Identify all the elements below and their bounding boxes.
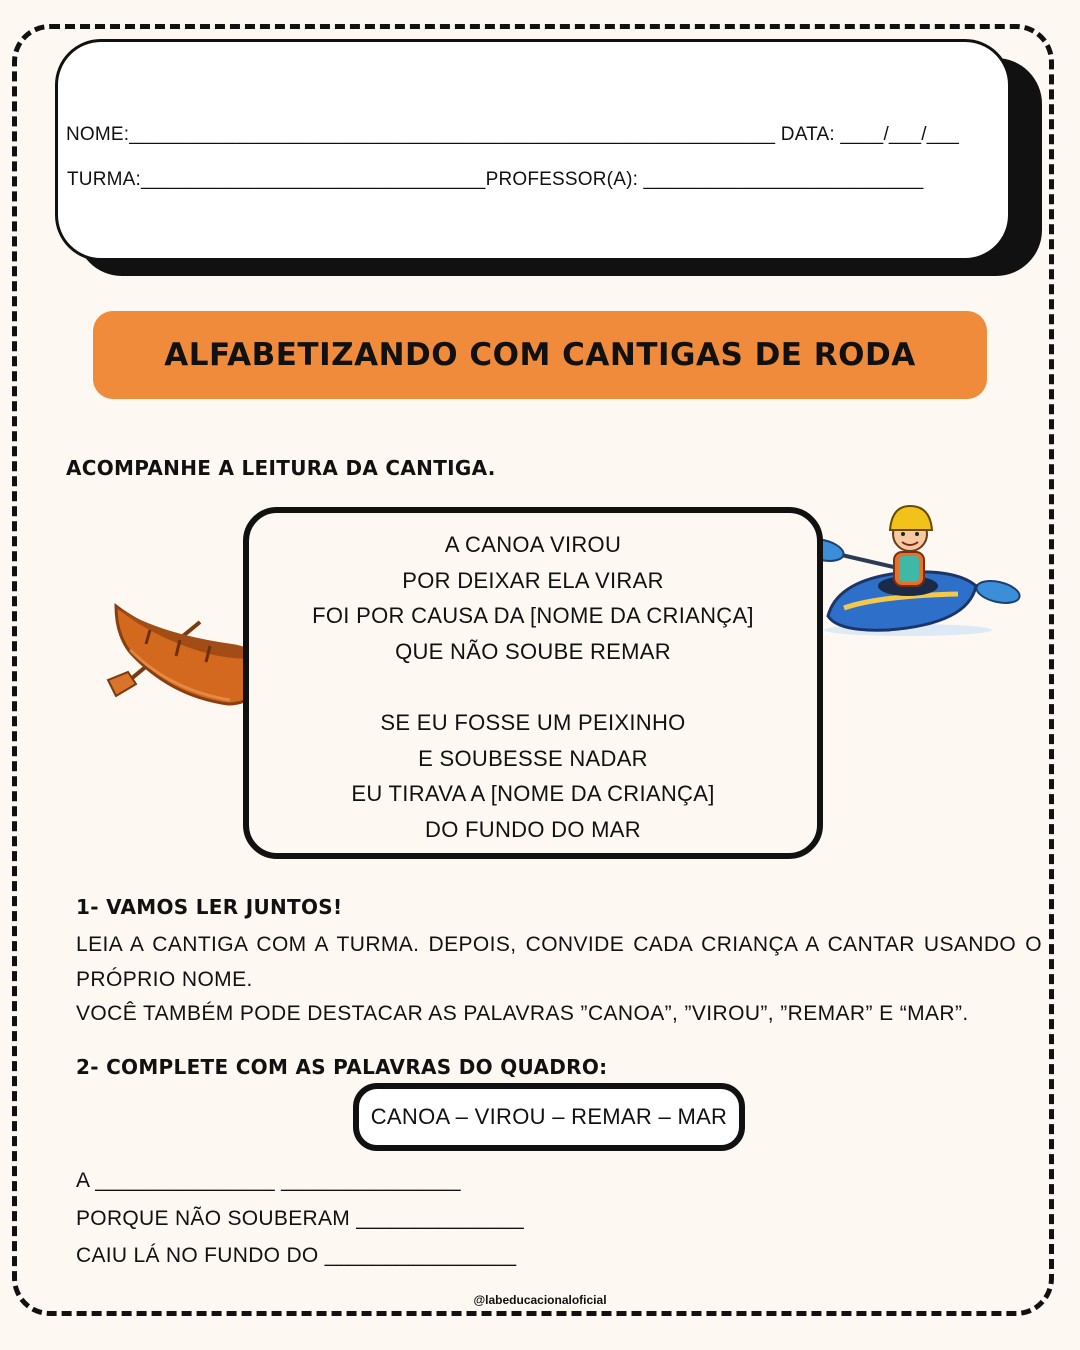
- kayak-child-illustration: [798, 498, 1022, 643]
- fill-in-line-1[interactable]: A _______________ _______________: [76, 1169, 461, 1192]
- title-banner: [93, 311, 987, 399]
- song-line: FOI POR CAUSA DA [NOME DA CRIANÇA]: [312, 603, 754, 629]
- instruction-heading: ACOMPANHE A LEITURA DA CANTIGA.: [66, 456, 496, 480]
- song-lyrics-box: [243, 507, 823, 859]
- song-line: DO FUNDO DO MAR: [425, 816, 641, 842]
- activity-1-heading: 1- VAMOS LER JUNTOS!: [76, 895, 343, 919]
- song-line: POR DEIXAR ELA VIRAR: [402, 567, 664, 593]
- song-line: A CANOA VIROU: [444, 532, 622, 557]
- song-line: QUE NÃO SOUBE REMAR: [395, 638, 671, 664]
- word-bank: CANOA – VIROU – REMAR – MAR: [370, 1104, 728, 1129]
- song-line: E SOUBESSE NADAR: [418, 745, 648, 771]
- activity-1-paragraph: LEIA A CANTIGA COM A TURMA. DEPOIS, CONVIDE CADA CRIANÇA A CANTAR USANDO O PRÓPRIO NOME.: [76, 933, 1042, 991]
- word-bank-box: [353, 1083, 745, 1151]
- footer-credit: @labeducacionaloficial: [473, 1293, 607, 1307]
- activity-1-paragraph-2: VOCÊ TAMBÉM PODE DESTACAR AS PALAVRAS ”CANOA”, ”VIROU”, ”REMAR” E “MAR”.: [76, 1002, 969, 1025]
- activity-2-heading: 2- COMPLETE COM AS PALAVRAS DO QUADRO:: [76, 1055, 608, 1079]
- activity-1-text: [76, 928, 1042, 1032]
- name-date-line[interactable]: NOME:____________________________________________________________ DATA: ____/___/___: [66, 124, 960, 145]
- song-line: EU TIRAVA A [NOME DA CRIANÇA]: [351, 781, 715, 807]
- page-title: ALFABETIZANDO COM CANTIGAS DE RODA: [164, 337, 916, 373]
- fill-in-line-2[interactable]: PORQUE NÃO SOUBERAM ______________: [76, 1207, 524, 1230]
- class-teacher-line[interactable]: TURMA:________________________________PROFESSOR(A): __________________________: [67, 169, 924, 190]
- verse-gap: [249, 669, 817, 705]
- song-line: SE EU FOSSE UM PEIXINHO: [380, 709, 686, 735]
- header-card: [55, 39, 1011, 261]
- fill-in-line-3[interactable]: CAIU LÁ NO FUNDO DO ________________: [76, 1244, 517, 1267]
